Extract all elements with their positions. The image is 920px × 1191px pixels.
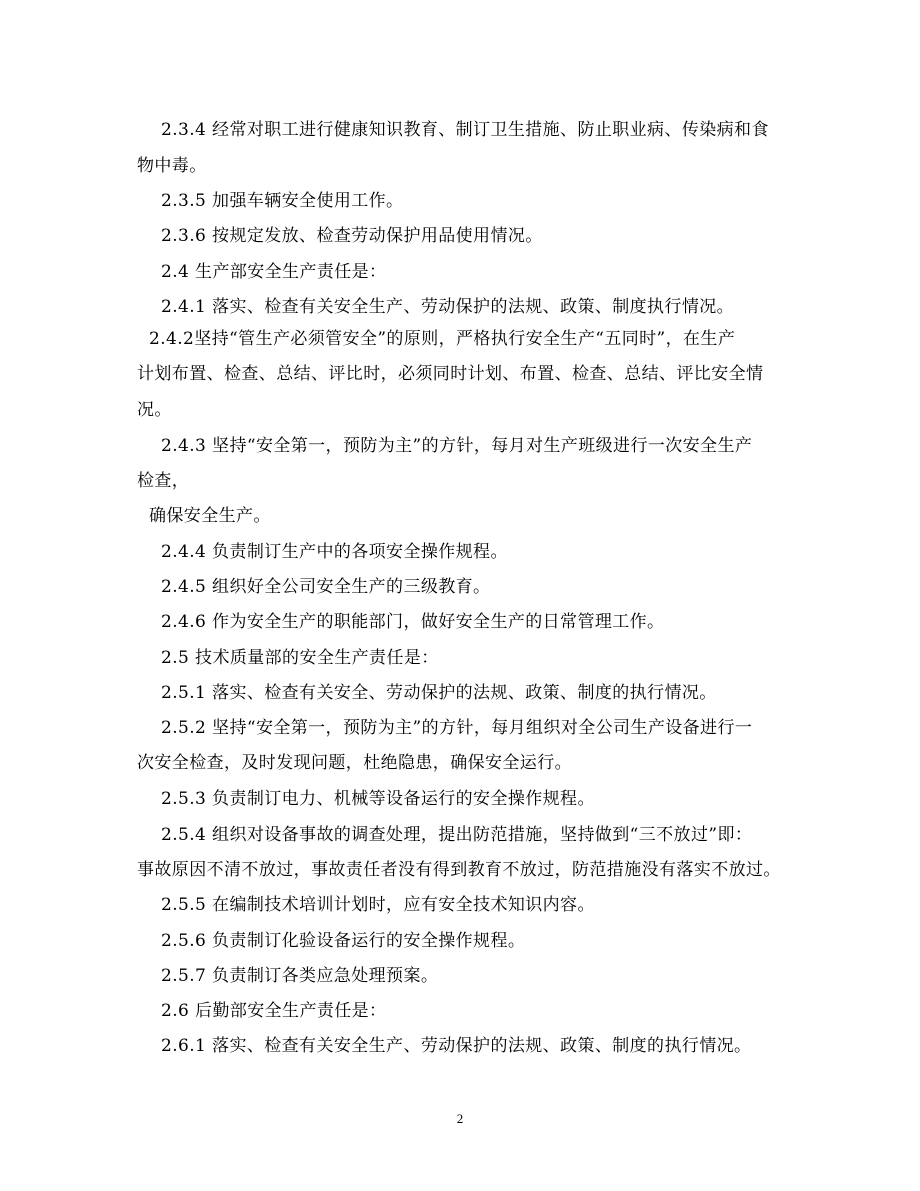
text-line: 次安全检查，及时发现问题，杜绝隐患，确保安全运行。 [137, 753, 572, 773]
text-line: 2.5.1 落实、检查有关安全、劳动保护的法规、政策、制度的执行情况。 [161, 683, 717, 703]
text-line: 2.6.1 落实、检查有关安全生产、劳动保护的法规、政策、制度的执行情况。 [161, 1036, 752, 1056]
text-line: 确保安全生产。 [149, 506, 271, 526]
text-line: 事故原因不清不放过，事故责任者没有得到教育不放过，防范措施没有落实不放过。 [137, 860, 781, 880]
text-line: 2.5.5 在编制技术培训计划时，应有安全技术知识内容。 [161, 895, 595, 915]
text-line: 2.3.5 加强车辆安全使用工作。 [161, 191, 404, 211]
text-line: 2.5.6 负责制订化验设备运行的安全操作规程。 [161, 931, 526, 951]
text-line: 2.4.5 组织好全公司安全生产的三级教育。 [161, 577, 491, 597]
text-line: 2.4.1 落实、检查有关安全生产、劳动保护的法规、政策、制度执行情况。 [161, 297, 735, 317]
text-line: 2.4.3 坚持“安全第一，预防为主”的方针，每月对生产班级进行一次安全生产 [161, 436, 753, 456]
text-line: 2.5.3 负责制订电力、机械等设备运行的安全操作规程。 [161, 789, 595, 809]
text-line: 2.6 后勤部安全生产责任是： [161, 1001, 387, 1021]
text-line: 2.4.4 负责制订生产中的各项安全操作规程。 [161, 542, 508, 562]
text-line: 计划布置、检查、总结、评比时，必须同时计划、布置、检查、总结、评比安全情 [137, 364, 764, 384]
text-line: 物中毒。 [137, 156, 207, 176]
text-line: 2.3.6 按规定发放、检查劳动保护用品使用情况。 [161, 226, 543, 246]
text-line: 2.5.7 负责制订各类应急处理预案。 [161, 966, 439, 986]
text-line: 检查， [137, 471, 190, 491]
page-number: 2 [456, 1111, 464, 1126]
text-line: 2.4.2坚持“管生产必须管安全”的原则，严格执行安全生产“五同时”，在生产 [149, 329, 736, 349]
text-line: 2.4 生产部安全生产责任是： [161, 262, 387, 282]
text-line: 2.5 技术质量部的安全生产责任是： [161, 648, 439, 668]
text-line: 2.3.4 经常对职工进行健康知识教育、制订卫生措施、防止职业病、传染病和食 [161, 120, 769, 140]
text-line: 2.5.4 组织对设备事故的调查处理，提出防范措施，坚持做到“三不放过”即： [161, 825, 753, 845]
text-line: 2.5.2 坚持“安全第一，预防为主”的方针，每月组织对全公司生产设备进行一 [161, 718, 753, 738]
text-line: 2.4.6 作为安全生产的职能部门，做好安全生产的日常管理工作。 [161, 612, 665, 632]
text-line: 况。 [137, 400, 172, 420]
